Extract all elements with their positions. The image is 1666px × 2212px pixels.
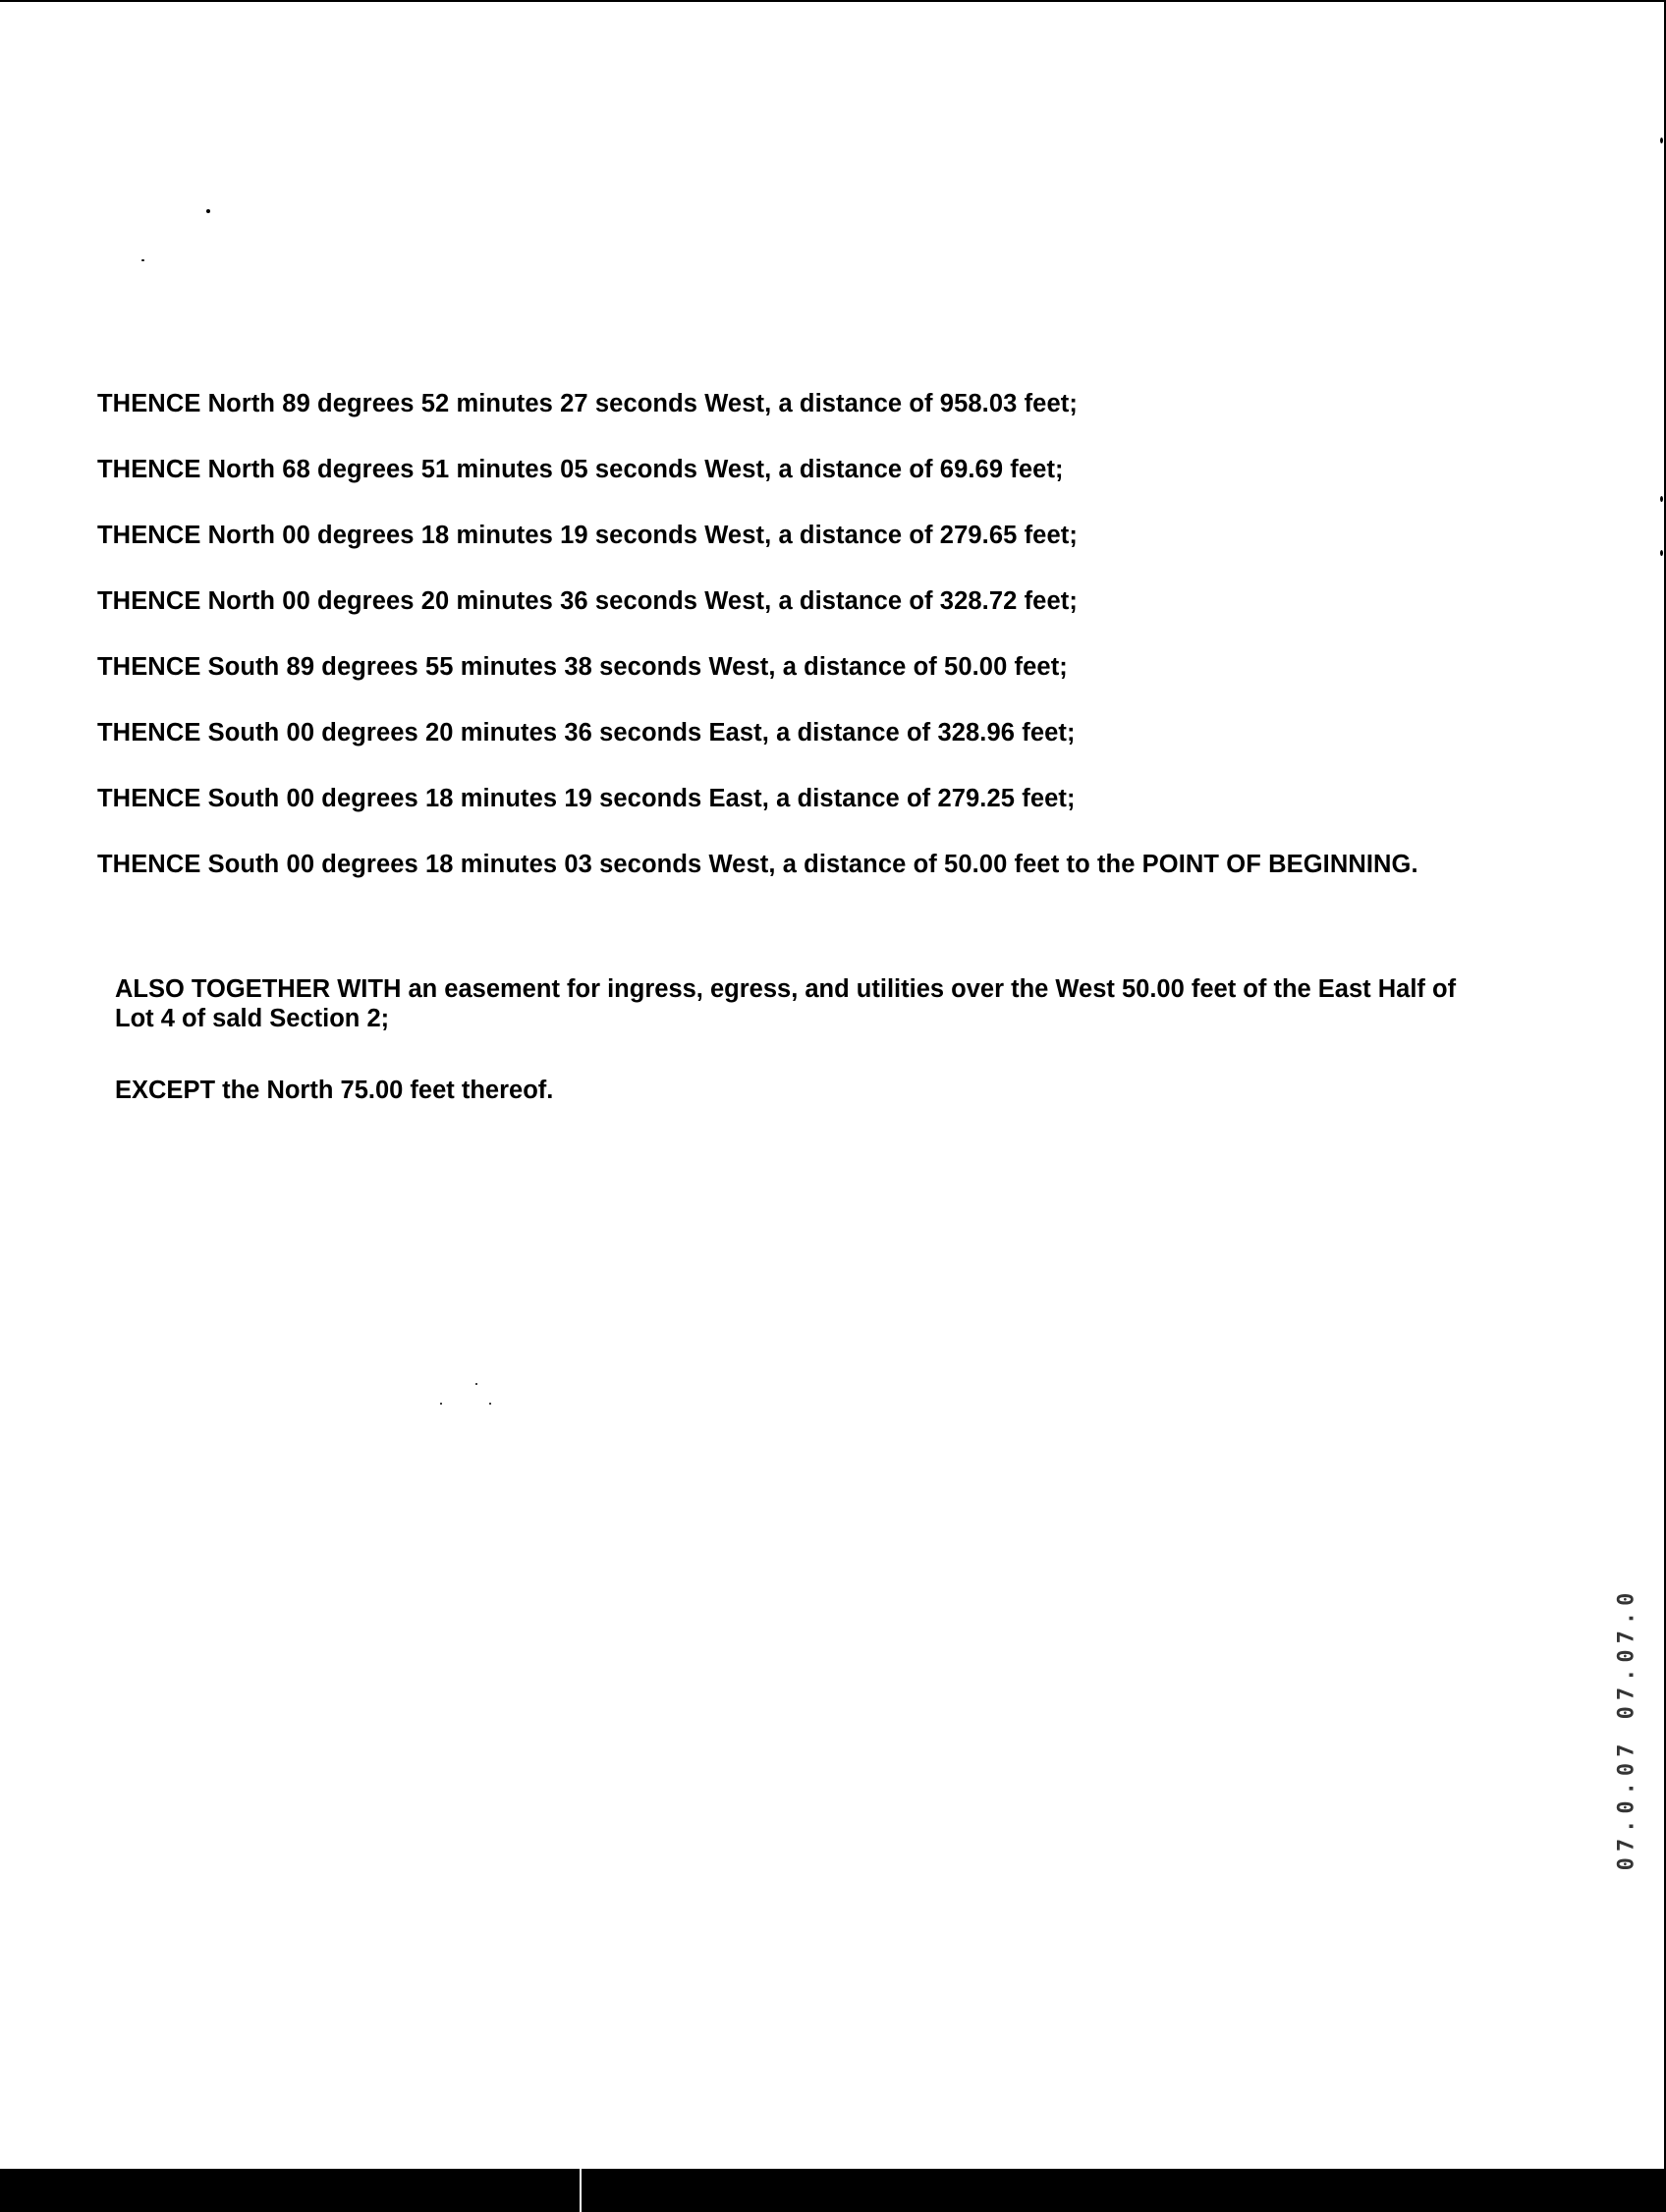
scan-bottom-divider xyxy=(580,2169,582,2212)
course-line: THENCE South 00 degrees 20 minutes 36 seconds East, a distance of 328.96 feet; xyxy=(97,719,1076,747)
scan-top-border xyxy=(0,0,1666,2)
easement-line: Lot 4 of sald Section 2; xyxy=(115,1005,390,1032)
course-line: THENCE North 00 degrees 20 minutes 36 seconds West, a distance of 328.72 feet; xyxy=(97,587,1078,615)
scan-speck xyxy=(440,1403,442,1405)
recording-stamp xyxy=(1607,1552,1646,1906)
scan-speck xyxy=(1660,550,1663,556)
easement-line: ALSO TOGETHER WITH an easement for ingress, egress, and utilities over the West 50.00 feet of the East Half of xyxy=(115,975,1457,1003)
course-line: THENCE South 00 degrees 18 minutes 19 seconds East, a distance of 279.25 feet; xyxy=(97,785,1076,812)
scan-speck xyxy=(141,259,144,261)
course-line: THENCE North 68 degrees 51 minutes 05 seconds West, a distance of 69.69 feet; xyxy=(97,456,1064,483)
course-line: THENCE South 00 degrees 18 minutes 03 seconds West, a distance of 50.00 feet to the POINT OF BEGINNING. xyxy=(97,851,1418,878)
recording-stamp-number: 07.0.07 07.07.0 xyxy=(1614,1586,1639,1871)
scan-bottom-edge xyxy=(0,2169,1666,2212)
scan-speck xyxy=(1660,138,1663,143)
course-line: THENCE North 00 degrees 18 minutes 19 seconds West, a distance of 279.65 feet; xyxy=(97,522,1078,549)
scan-speck xyxy=(489,1403,491,1405)
course-line: THENCE North 89 degrees 52 minutes 27 seconds West, a distance of 958.03 feet; xyxy=(97,390,1078,417)
exception-paragraph: EXCEPT the North 75.00 feet thereof. xyxy=(115,1077,554,1104)
course-line: THENCE South 89 degrees 55 minutes 38 seconds West, a distance of 50.00 feet; xyxy=(97,653,1068,681)
easement-paragraph xyxy=(115,974,1579,1033)
scan-speck xyxy=(475,1383,477,1385)
scan-speck xyxy=(206,209,210,213)
scan-speck xyxy=(1660,496,1663,502)
metes-and-bounds-courses xyxy=(97,387,1630,913)
